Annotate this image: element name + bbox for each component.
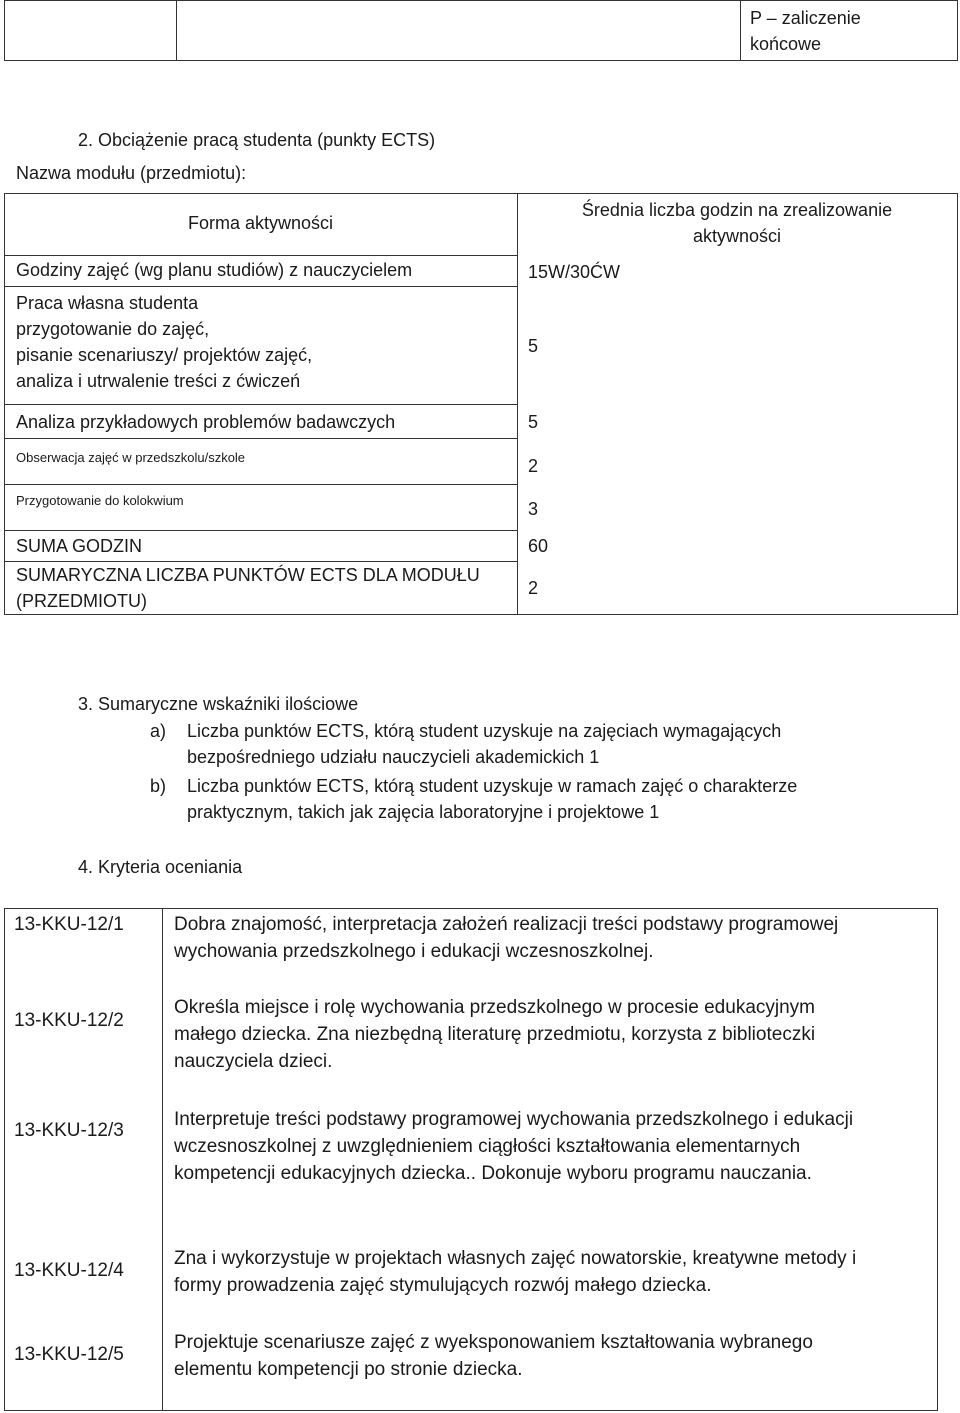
row-label: Praca własna studenta przygotowanie do zajęć, pisanie scenariuszy/ projektów zajęć, analiza i utrwalenie treści z ćwiczeń	[16, 293, 313, 391]
row-label: Analiza przykładowych problemów badawczych	[16, 412, 396, 432]
row-value: 2	[528, 456, 539, 476]
criterion-code: 13-KKU-12/5	[14, 1344, 124, 1365]
section-3-heading: 3. Sumaryczne wskaźniki ilościowe	[78, 694, 359, 714]
criterion-text: Określa miejsce i rolę wychowania przedszkolnego w procesie edukacyjnym małego dziecka. Zna niezbędną literaturę przedmiotu, korzysta z biblioteczki nauczyciela dzieci.	[174, 997, 816, 1072]
header-activity: Forma aktywności	[187, 213, 334, 233]
row-value: 3	[528, 499, 539, 519]
module-name-label: Nazwa modułu (przedmiotu):	[16, 163, 247, 183]
criterion-code: 13-KKU-12/1	[14, 914, 124, 935]
row-value: 2	[528, 578, 539, 598]
row-label: SUMA GODZIN	[16, 536, 143, 556]
row-value: 60	[528, 536, 549, 556]
row-label: SUMARYCZNA LICZBA PUNKTÓW ECTS DLA MODUŁU (PRZEDMIOTU)	[16, 565, 480, 611]
header-hours: Średnia liczba godzin na zrealizowanie aktywności	[581, 200, 893, 246]
row-label: Przygotowanie do kolokwium	[16, 493, 184, 508]
row-label: Godziny zajęć (wg planu studiów) z nauczycielem	[16, 260, 413, 280]
criterion-code: 13-KKU-12/4	[14, 1260, 124, 1281]
final-credit-cell: P – zaliczenie końcowe	[750, 8, 861, 54]
row-value: 5	[528, 336, 539, 356]
row-value: 5	[528, 412, 539, 432]
criterion-code: 13-KKU-12/2	[14, 1010, 124, 1031]
criterion-code: 13-KKU-12/3	[14, 1120, 124, 1141]
criterion-text: Interpretuje treści podstawy programowej wychowania przedszkolnego i edukacji wczesnoszkolnej z uwzględnieniem ciągłości kształtowania elementarnych kompetencji edukacyjnych dziecka.. Dokonuje wyboru programu nauczania.	[174, 1109, 854, 1184]
item-b-text: Liczba punktów ECTS, którą student uzyskuje w ramach zajęć o charakterze praktycznym, takich jak zajęcia laboratoryjne i projektowe 1	[187, 776, 798, 822]
item-a-marker: a)	[150, 721, 167, 741]
section-2-heading: 2. Obciążenie pracą studenta (punkty ECTS)	[78, 130, 436, 150]
row-value: 15W/30ĆW	[528, 262, 621, 282]
row-label: Obserwacja zajęć w przedszkolu/szkole	[16, 450, 246, 465]
item-b-marker: b)	[150, 776, 167, 796]
item-a-text: Liczba punktów ECTS, którą student uzyskuje na zajęciach wymagających bezpośredniego udziału nauczycieli akademickich 1	[187, 721, 782, 767]
criterion-text: Dobra znajomość, interpretacja założeń realizacji treści podstawy programowej wychowania przedszkolnego i edukacji wczesnoszkolnej.	[174, 914, 839, 962]
section-4-heading: 4. Kryteria oceniania	[78, 857, 243, 877]
criterion-text: Zna i wykorzystuje w projektach własnych zajęć nowatorskie, kreatywne metody i formy prowadzenia zajęć stymulujących rozwój małego dziecka.	[174, 1248, 857, 1296]
criterion-text: Projektuje scenariusze zajęć z wyeksponowaniem kształtowania wybranego elementu kompetencji po stronie dziecka.	[174, 1332, 813, 1380]
